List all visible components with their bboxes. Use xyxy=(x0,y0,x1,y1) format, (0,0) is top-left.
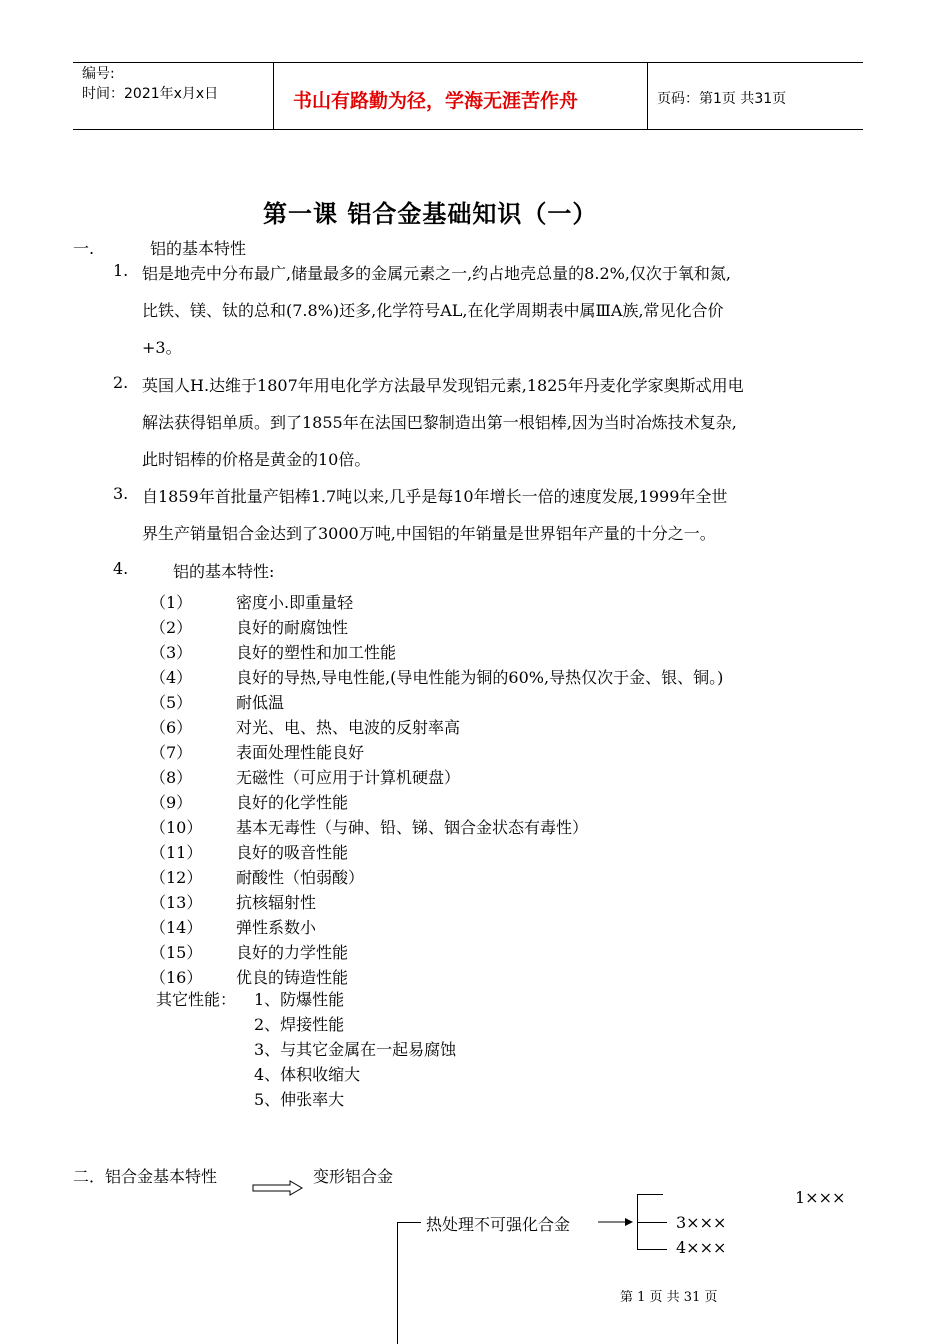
item-line: +3。 xyxy=(142,338,182,357)
item-line: 铝是地壳中分布最广,储量最多的金属元素之一,约占地壳总量的8.2%,仅次于氧和氮, xyxy=(142,264,731,283)
property-text: 良好的塑性和加工性能 xyxy=(236,643,397,662)
item-number: 4. xyxy=(113,559,129,578)
property-number: （3） xyxy=(150,643,193,662)
property-text: 表面处理性能良好 xyxy=(236,743,365,762)
serial-label: 编号: xyxy=(82,66,115,82)
property-number: （2） xyxy=(150,618,193,637)
property-number: （9） xyxy=(150,793,193,812)
section1-heading: 铝的基本特性 xyxy=(150,239,247,258)
property-number: （5） xyxy=(150,693,193,712)
property-number: （8） xyxy=(150,768,193,787)
series-label: 3××× xyxy=(676,1213,727,1232)
property-text: 弹性系数小 xyxy=(236,918,317,937)
property-number: （12） xyxy=(150,868,203,887)
property-text: 良好的化学性能 xyxy=(236,793,349,812)
non-heat-treatable-label: 热处理不可强化合金 xyxy=(426,1215,571,1234)
motto: 书山有路勤为径，学海无涯苦作舟 xyxy=(293,90,579,112)
item-line: 英国人H.达维于1807年用电化学方法最早发现铝元素,1825年丹麦化学家奥斯忒用电 xyxy=(142,376,744,395)
section1-number: 一. xyxy=(73,239,95,258)
other-property: 5、伸张率大 xyxy=(254,1090,345,1109)
hollow-arrow-icon xyxy=(252,1180,304,1196)
section2-heading: 二．铝合金基本特性 xyxy=(73,1167,218,1186)
item-number: 3. xyxy=(113,484,129,503)
item-number: 1. xyxy=(113,261,129,280)
property-text: 耐酸性（怕弱酸） xyxy=(236,868,365,887)
arrow-right-icon xyxy=(598,1216,634,1228)
property-text: 耐低温 xyxy=(236,693,285,712)
item-line: 此时铝棒的价格是黄金的10倍。 xyxy=(142,450,371,469)
property-number: （15） xyxy=(150,943,203,962)
other-property: 1、防爆性能 xyxy=(254,990,345,1009)
other-property: 4、体积收缩大 xyxy=(254,1065,361,1084)
page-title: 第一课 铝合金基础知识（一） xyxy=(263,199,598,228)
property-number: （10） xyxy=(150,818,203,837)
property-text: 无磁性（可应用于计算机硬盘） xyxy=(236,768,461,787)
item-line: 解法获得铝单质。到了1855年在法国巴黎制造出第一根铝棒,因为当时冶炼技术复杂, xyxy=(142,413,737,432)
property-number: （6） xyxy=(150,718,193,737)
property-number: （1） xyxy=(150,593,193,612)
series-label: 1××× xyxy=(795,1188,846,1207)
item-line: 比铁、镁、钛的总和(7.8%)还多,化学符号AL,在化学周期表中属ⅢA族,常见化合价 xyxy=(142,301,724,320)
property-number: （7） xyxy=(150,743,193,762)
property-number: （11） xyxy=(150,843,203,862)
page-info: 页码：第1页 共31页 xyxy=(657,91,787,107)
property-text: 良好的耐腐蚀性 xyxy=(236,618,349,637)
item-line: 界生产销量铝合金达到了3000万吨,中国铝的年销量是世界铝年产量的十分之一。 xyxy=(142,524,716,543)
item4-heading: 铝的基本特性: xyxy=(173,562,275,581)
other-properties-label: 其它性能： xyxy=(156,990,237,1009)
deformed-alloy-label: 变形铝合金 xyxy=(313,1167,394,1186)
time-label: 时间：2021年x月x日 xyxy=(82,86,219,102)
other-property: 3、与其它金属在一起易腐蚀 xyxy=(254,1040,457,1059)
property-number: （14） xyxy=(150,918,203,937)
page-footer: 第 1 页 共 31 页 xyxy=(620,1290,718,1305)
item-number: 2. xyxy=(113,373,129,392)
property-text: 对光、电、热、电波的反射率高 xyxy=(236,718,461,737)
property-text: 良好的吸音性能 xyxy=(236,843,349,862)
property-text: 基本无毒性（与砷、铅、锑、铟合金状态有毒性） xyxy=(236,818,589,837)
property-text: 抗核辐射性 xyxy=(236,893,317,912)
series-label: 4××× xyxy=(676,1238,727,1257)
property-number: （4） xyxy=(150,668,193,687)
property-text: 良好的力学性能 xyxy=(236,943,349,962)
item-line: 自1859年首批量产铝棒1.7吨以来,几乎是每10年增长一倍的速度发展,1999年全世 xyxy=(142,487,728,506)
property-text: 优良的铸造性能 xyxy=(236,968,349,987)
property-number: （16） xyxy=(150,968,203,987)
other-property: 2、焊接性能 xyxy=(254,1015,345,1034)
property-number: （13） xyxy=(150,893,203,912)
property-text: 密度小.即重量轻 xyxy=(236,593,354,612)
property-text: 良好的导热,导电性能,(导电性能为铜的60%,导热仅次于金、银、铜。) xyxy=(236,668,724,687)
